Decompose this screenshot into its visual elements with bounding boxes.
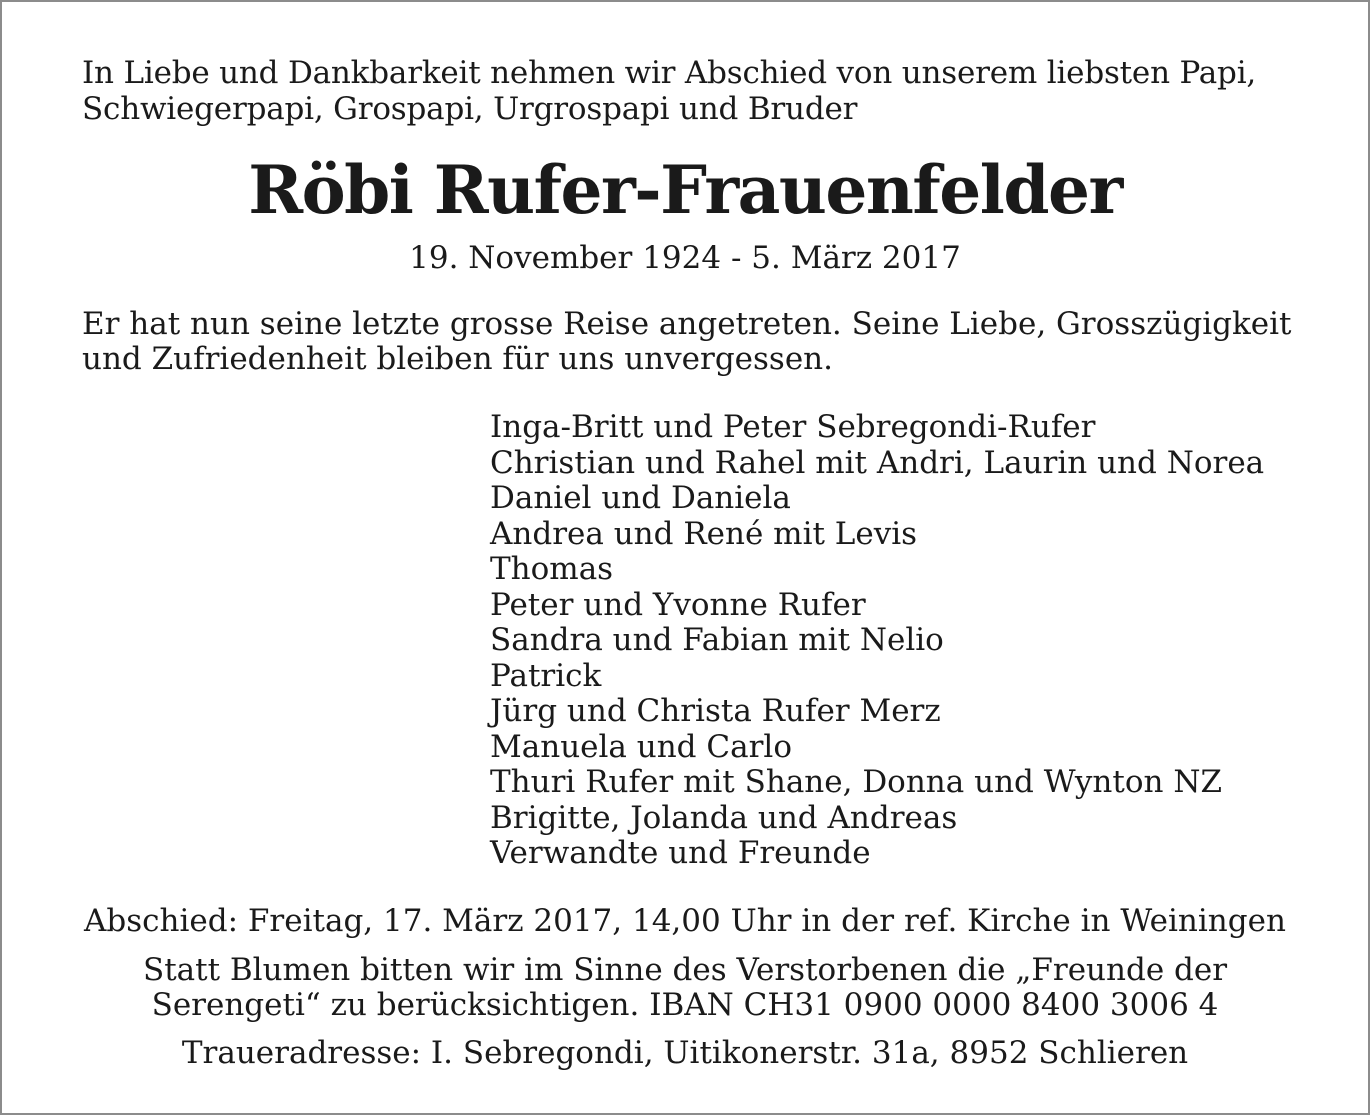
mourner-entry: Inga-Britt und Peter Sebregondi-Rufer [490, 409, 1096, 445]
mourner-entry: Daniel und Daniela [490, 480, 791, 516]
life-dates: 19. November 1924 - 5. März 2017 [409, 240, 961, 276]
deceased-name: Röbi Rufer-Frauenfelder [248, 151, 1122, 229]
intro-line: Schwiegerpapi, Grospapi, Urgrospapi und Bruder [82, 91, 858, 127]
mourner-entry: Andrea und René mit Levis [490, 515, 918, 552]
message-line: Er hat nun seine letzte grosse Reise angetreten. Seine Liebe, Grosszügigkeit [82, 306, 1292, 342]
mourning-address: Traueradresse: I. Sebregondi, Uitikonerstr. 31a, 8952 Schlieren [181, 1035, 1189, 1071]
donation-request [2, 953, 1368, 1023]
intro-text [82, 55, 1302, 127]
memorial-message [82, 307, 1302, 377]
mourner-entry: Christian und Rahel mit Andri, Laurin und Norea [490, 444, 1265, 481]
mourner-entry: Sandra und Fabian mit Nelio [490, 622, 944, 658]
mourner-entry: Peter und Yvonne Rufer [490, 586, 866, 623]
donation-line: Statt Blumen bitten wir im Sinne des Verstorbenen die „Freunde der [142, 952, 1228, 988]
mourner-entry: Verwandte und Freunde [490, 835, 871, 871]
donation-line: Serengeti“ zu berücksichtigen. IBAN CH31 0900 0000 8400 3006 4 [151, 987, 1219, 1023]
mourner-entry: Manuela und Carlo [490, 728, 792, 765]
mourner-entry: Brigitte, Jolanda und Andreas [490, 799, 958, 836]
message-line: und Zufriedenheit bleiben für uns unvergessen. [82, 341, 833, 377]
farewell-service-info: Abschied: Freitag, 17. März 2017, 14,00 Uhr in der ref. Kirche in Weiningen [84, 903, 1286, 939]
intro-line: In Liebe und Dankbarkeit nehmen wir Abschied von unserem liebsten Papi, [82, 55, 1257, 91]
mourners-list [490, 410, 1350, 872]
mourner-entry: Thomas [490, 551, 614, 587]
mourner-entry: Jürg und Christa Rufer Merz [490, 693, 941, 729]
mourner-entry: Patrick [490, 657, 602, 694]
mourner-entry: Thuri Rufer mit Shane, Donna und Wynton NZ [490, 764, 1222, 800]
